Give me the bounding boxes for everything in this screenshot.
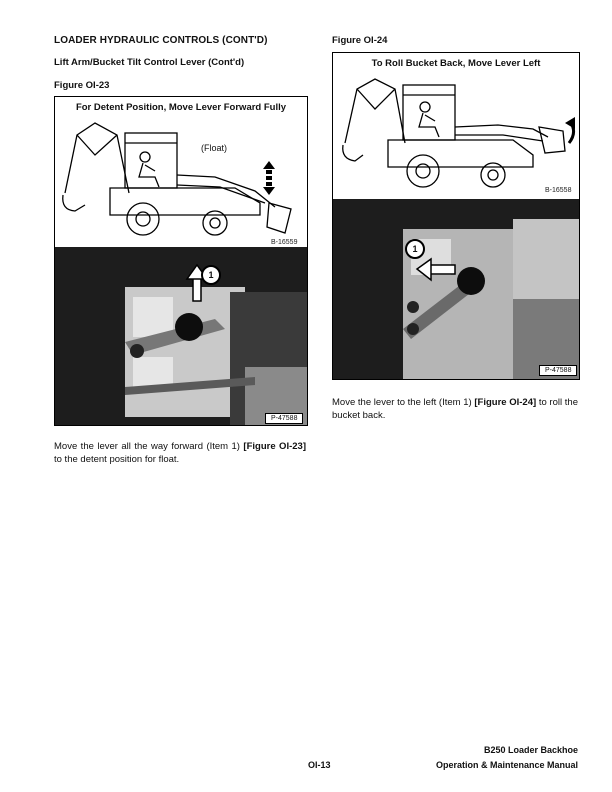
drawing-code: B-16559: [271, 239, 298, 246]
callout-item-1: 1: [201, 265, 221, 285]
photo-code: P-47588: [265, 413, 303, 424]
backhoe-drawing: [333, 71, 577, 197]
float-label: (Float): [201, 143, 228, 153]
figure-ref-oi-23: [Figure OI-23]: [243, 441, 306, 452]
photo-code: P-47588: [539, 365, 577, 376]
right-body-text: Move the lever to the left (Item 1) [Figure OI-24] to roll the bucket back.: [332, 397, 578, 421]
drawing-code: B-16558: [545, 187, 572, 194]
footer-model: B250 Loader Backhoe: [483, 745, 578, 755]
footer-manual: Operation & Maintenance Manual: [435, 760, 578, 770]
figure-label-oi-24: Figure OI-24: [332, 35, 388, 46]
figure-caption: For Detent Position, Move Lever Forward Fully: [75, 102, 287, 113]
figure-caption: To Roll Bucket Back, Move Lever Left: [371, 58, 541, 69]
figure-oi-23: [54, 96, 308, 426]
callout-item-1: 1: [405, 239, 425, 259]
lever-photo: [55, 247, 307, 425]
figure-label-oi-23: Figure OI-23: [54, 80, 110, 91]
figure-ref-oi-24: [Figure OI-24]: [474, 397, 537, 408]
left-body-text: Move the lever all the way forward (Item 1) [Figure OI-23] to the detent position for float.: [54, 441, 306, 465]
lever-photo: [333, 199, 579, 379]
page-number: OI-13: [308, 760, 331, 770]
backhoe-drawing: [55, 115, 305, 245]
figure-oi-24: [332, 52, 580, 380]
subsection-title: Lift Arm/Bucket Tilt Control Lever (Cont'd): [54, 57, 245, 68]
section-title: LOADER HYDRAULIC CONTROLS (CONT'D): [54, 35, 268, 46]
